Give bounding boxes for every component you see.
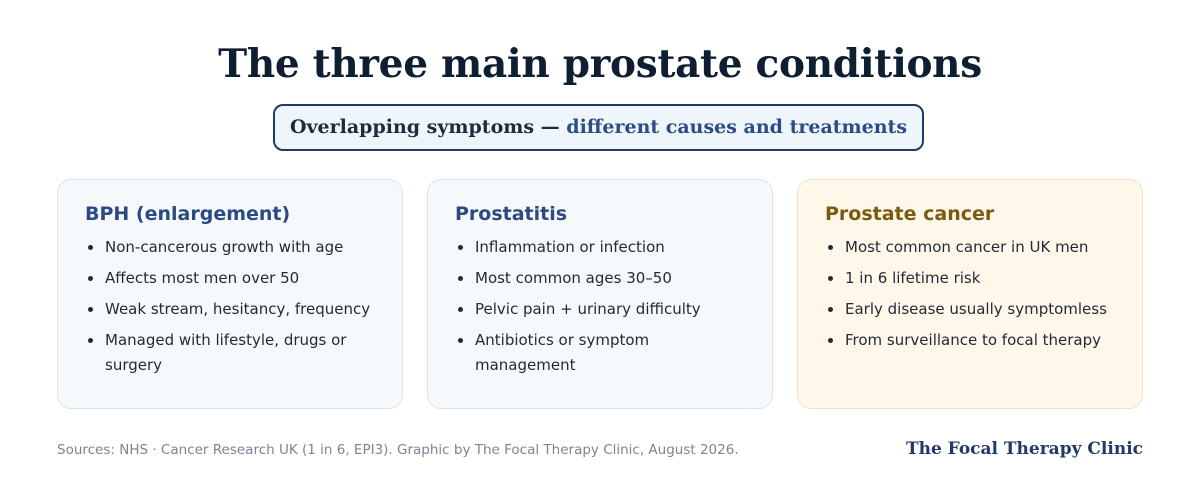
list-item: Antibiotics or symptom management [455,328,746,378]
list-item: Weak stream, hesitancy, frequency [85,297,376,322]
prostatitis-list [455,235,746,378]
list-item: Inflammation or infection [455,235,746,260]
brand-name: The Focal Therapy Clinic [905,439,1143,459]
prostate-cancer-list [825,235,1116,353]
card-title-bph: BPH (enlargement) [85,203,291,225]
bph-list [85,235,376,378]
subtitle-banner [273,104,924,151]
list-item: Pelvic pain + urinary difficulty [455,297,746,322]
list-item: From surveillance to focal therapy [825,328,1116,353]
list-item: Most common cancer in UK men [825,235,1116,260]
card-bph [57,179,403,409]
subtitle-lead: Overlapping symptoms — [289,116,567,138]
sources-note: Sources: NHS · Cancer Research UK (1 in 6, EPI3). Graphic by The Focal Therapy Clinic, August 2026. [57,442,739,458]
list-item: Non-cancerous growth with age [85,235,376,260]
card-title-prostatitis: Prostatitis [455,203,568,225]
card-prostate-cancer [797,179,1143,409]
list-item: Early disease usually symptomless [825,297,1116,322]
card-prostatitis [427,179,773,409]
list-item: Managed with lifestyle, drugs or surgery [85,328,376,378]
subtitle-accent: different causes and treatments [566,116,908,138]
card-title-prostate-cancer: Prostate cancer [825,203,995,225]
list-item: Most common ages 30–50 [455,266,746,291]
list-item: 1 in 6 lifetime risk [825,266,1116,291]
list-item: Affects most men over 50 [85,266,376,291]
page-title: The three main prostate conditions [218,41,982,87]
